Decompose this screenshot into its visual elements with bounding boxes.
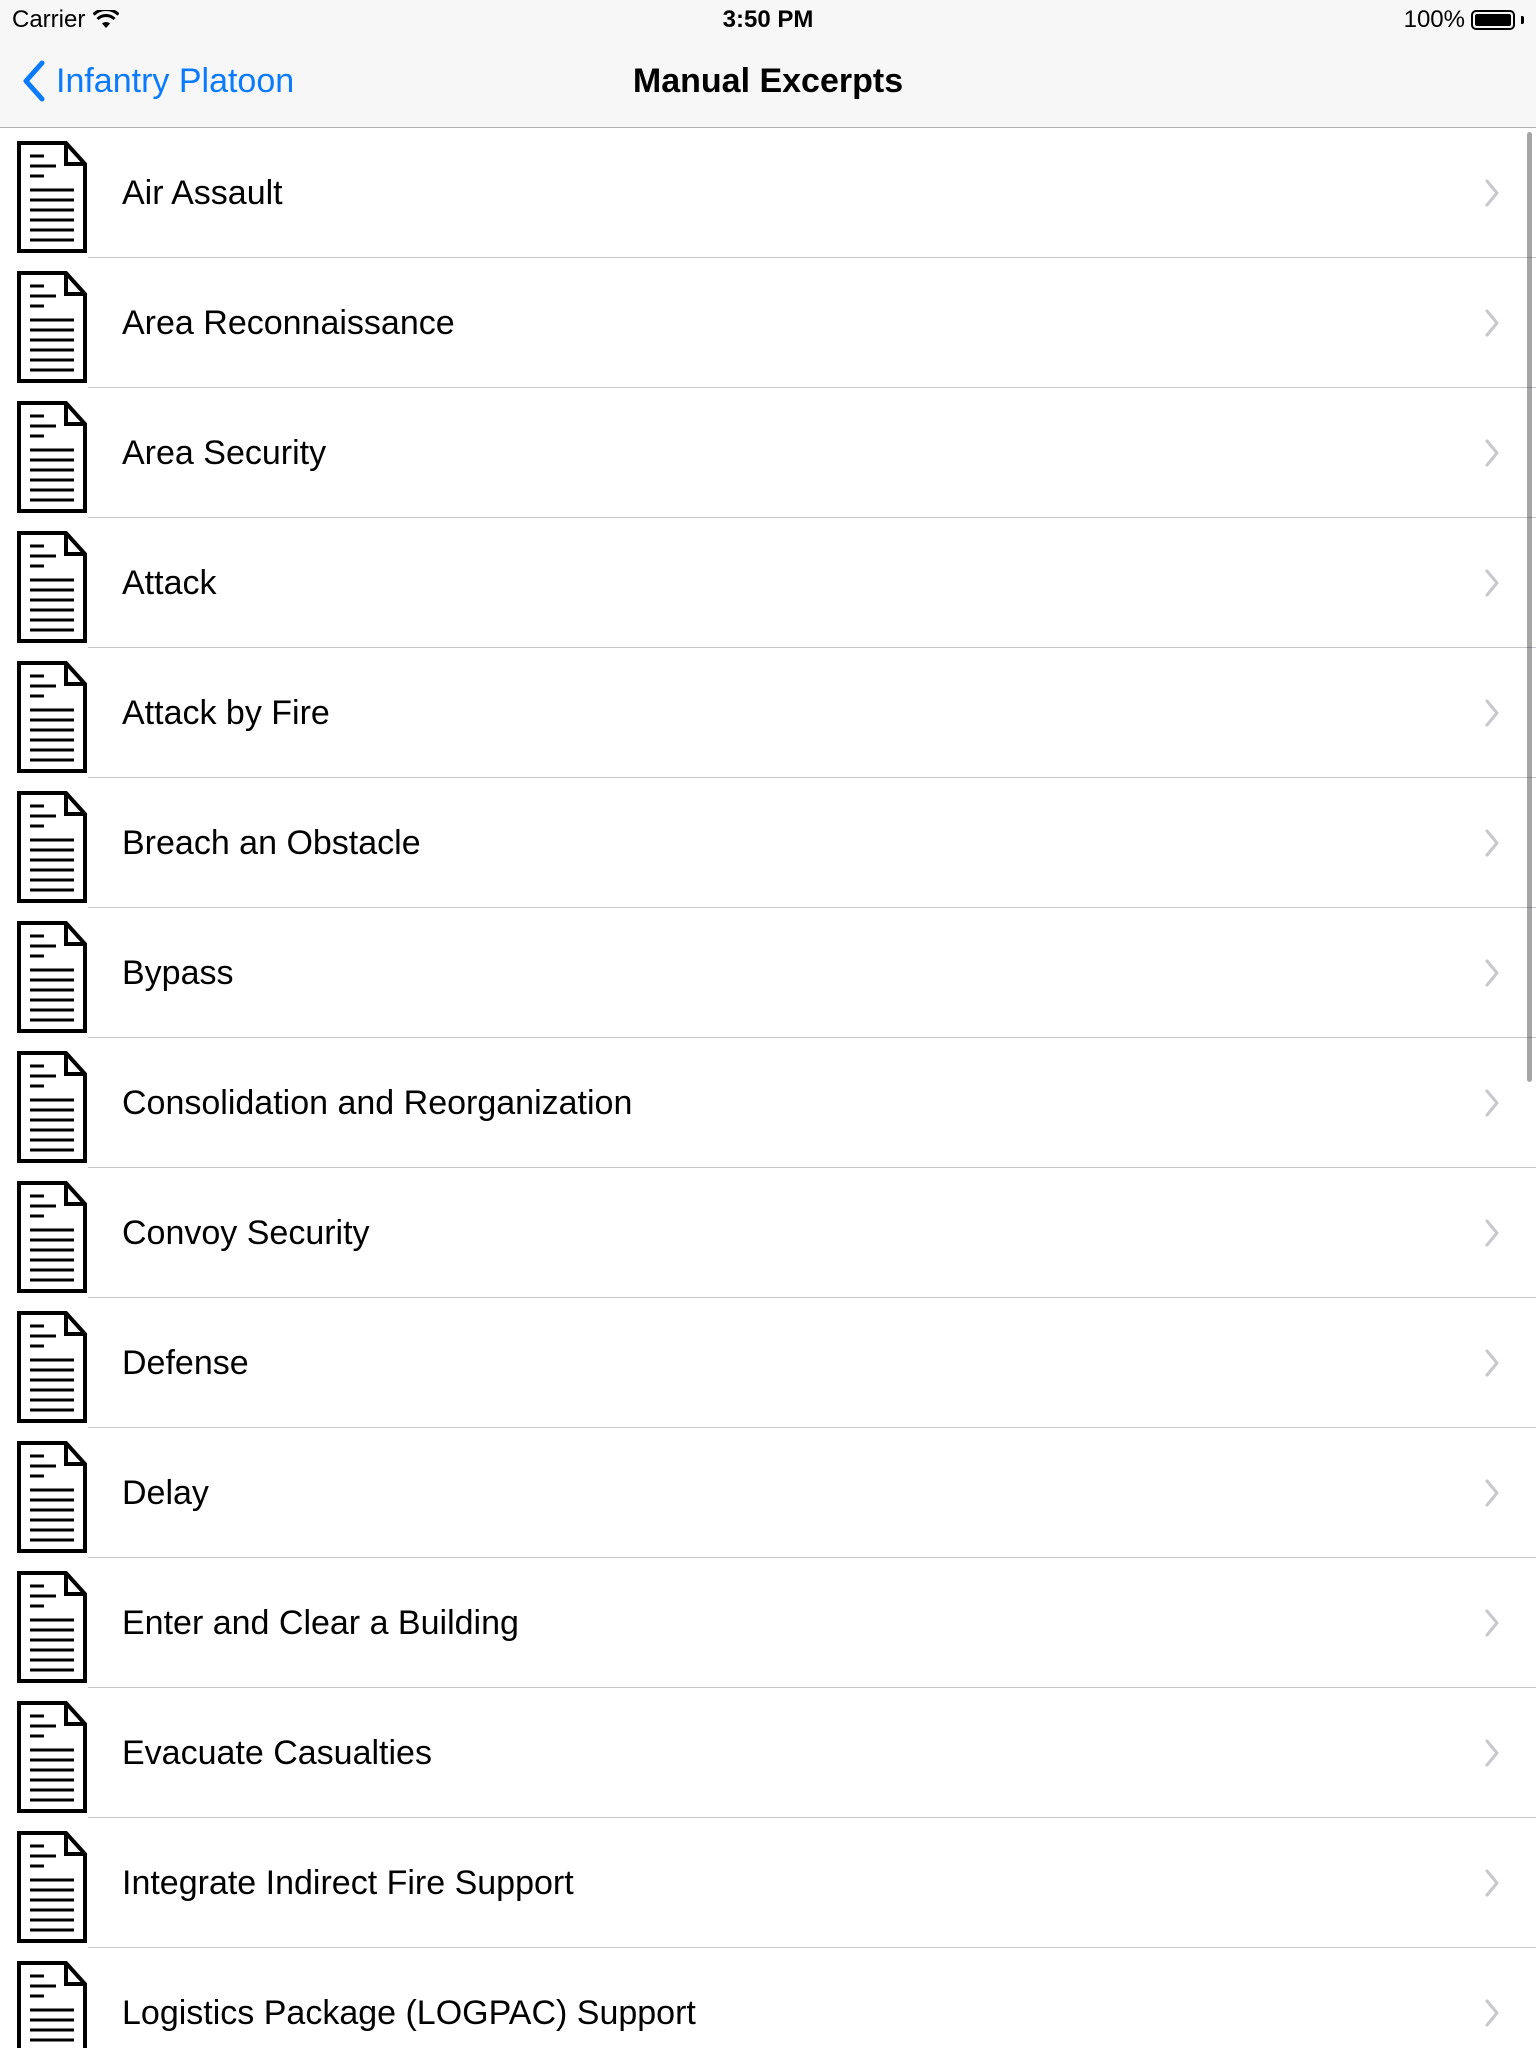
back-button-label: Infantry Platoon [56, 61, 295, 100]
document-icon [16, 1960, 88, 2048]
status-time: 3:50 PM [722, 6, 814, 33]
list-item-label: Delay [122, 1474, 209, 1512]
list-item-label: Consolidation and Reorganization [122, 1084, 633, 1122]
chevron-right-icon [1484, 568, 1500, 598]
document-icon [16, 790, 88, 904]
chevron-right-icon [1484, 1088, 1500, 1118]
status-bar [0, 0, 1536, 40]
document-icon [16, 530, 88, 644]
navigation-bar [0, 40, 1536, 128]
list-item[interactable] [0, 1428, 1536, 1558]
list-item-label: Logistics Package (LOGPAC) Support [122, 1994, 696, 2032]
list-item[interactable] [0, 778, 1536, 908]
list-item[interactable] [0, 908, 1536, 1038]
list-item[interactable] [0, 518, 1536, 648]
list-item-label: Defense [122, 1344, 249, 1382]
list-item[interactable] [0, 388, 1536, 518]
list-item[interactable] [0, 1298, 1536, 1428]
list-item-label: Enter and Clear a Building [122, 1604, 519, 1642]
document-icon [16, 1700, 88, 1814]
carrier-label: Carrier [12, 6, 86, 33]
document-icon [16, 1050, 88, 1164]
document-icon [16, 1830, 88, 1944]
chevron-right-icon [1484, 698, 1500, 728]
list-item[interactable] [0, 258, 1536, 388]
document-icon [16, 660, 88, 774]
list-item[interactable] [0, 648, 1536, 778]
document-icon [16, 140, 88, 254]
list-item-label: Integrate Indirect Fire Support [122, 1864, 574, 1902]
chevron-right-icon [1484, 178, 1500, 208]
chevron-right-icon [1484, 438, 1500, 468]
chevron-right-icon [1484, 1608, 1500, 1638]
document-icon [16, 1180, 88, 1294]
list-item[interactable] [0, 1818, 1536, 1948]
page-title: Manual Excerpts [632, 62, 904, 100]
list-item[interactable] [0, 1168, 1536, 1298]
chevron-right-icon [1484, 1348, 1500, 1378]
list-item-label: Area Reconnaissance [122, 304, 455, 342]
list-item-label: Evacuate Casualties [122, 1734, 432, 1772]
document-icon [16, 270, 88, 384]
document-icon [16, 1440, 88, 1554]
list-item-label: Attack [122, 564, 217, 602]
chevron-right-icon [1484, 1738, 1500, 1768]
list-item-label: Breach an Obstacle [122, 824, 421, 862]
list-item[interactable] [0, 1948, 1536, 2048]
battery-icon [1471, 10, 1515, 30]
list-item-label: Convoy Security [122, 1214, 370, 1252]
list-item[interactable] [0, 1558, 1536, 1688]
list-item[interactable] [0, 1688, 1536, 1818]
chevron-right-icon [1484, 1218, 1500, 1248]
document-icon [16, 400, 88, 514]
chevron-right-icon [1484, 1478, 1500, 1508]
list-item[interactable] [0, 128, 1536, 258]
document-icon [16, 1310, 88, 1424]
excerpt-list [0, 128, 1536, 2048]
list-item[interactable] [0, 1038, 1536, 1168]
chevron-right-icon [1484, 1998, 1500, 2028]
document-icon [16, 920, 88, 1034]
list-item-label: Bypass [122, 954, 234, 992]
battery-indicator [1404, 6, 1524, 34]
chevron-right-icon [1484, 1868, 1500, 1898]
chevron-right-icon [1484, 308, 1500, 338]
list-item-label: Air Assault [122, 174, 283, 212]
battery-percent: 100% [1403, 6, 1465, 33]
battery-tip [1521, 16, 1524, 24]
document-icon [16, 1570, 88, 1684]
list-item-label: Area Security [122, 434, 327, 472]
chevron-right-icon [1484, 828, 1500, 858]
list-item-label: Attack by Fire [122, 694, 330, 732]
chevron-right-icon [1484, 958, 1500, 988]
scroll-indicator[interactable] [1527, 132, 1532, 1082]
